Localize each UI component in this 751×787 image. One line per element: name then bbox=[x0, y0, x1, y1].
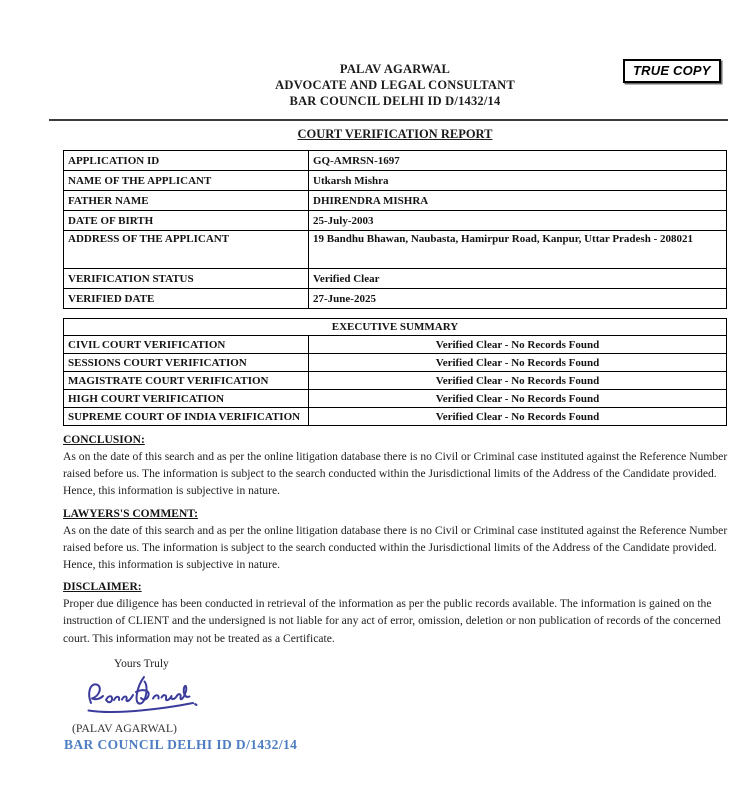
table-row-applicant-name bbox=[64, 171, 727, 191]
row-value: DHIRENDRA MISHRA bbox=[309, 191, 727, 211]
letterhead bbox=[63, 0, 727, 109]
row-label: SESSIONS COURT VERIFICATION bbox=[64, 354, 309, 372]
row-label: ADDRESS OF THE APPLICANT bbox=[64, 231, 309, 269]
summary-header-row bbox=[64, 319, 727, 336]
advocate-bar-id: BAR COUNCIL DELHI ID D/1432/14 bbox=[289, 94, 501, 108]
row-value: Verified Clear - No Records Found bbox=[309, 336, 727, 354]
signer-bar-id: BAR COUNCIL DELHI ID D/1432/14 bbox=[64, 736, 298, 752]
row-label: DATE OF BIRTH bbox=[64, 211, 309, 231]
row-value: Verified Clear - No Records Found bbox=[309, 372, 727, 390]
lawyers-comment-body: As on the date of this search and as per the online litigation database there is no Civil or Criminal case instituted against the Reference Number raised before us. The information is subject to the search conducted within the Jurisdictional limits of the Address of the Candidate provided. Hence, this information is subjective in nature. bbox=[63, 523, 728, 572]
true-copy-stamp bbox=[623, 59, 721, 83]
row-label: VERIFICATION STATUS bbox=[64, 269, 309, 289]
row-value: Verified Clear - No Records Found bbox=[309, 354, 727, 372]
row-value: 25-July-2003 bbox=[309, 211, 727, 231]
row-label: HIGH COURT VERIFICATION bbox=[64, 390, 309, 408]
row-label: NAME OF THE APPLICANT bbox=[64, 171, 309, 191]
row-value: Verified Clear - No Records Found bbox=[309, 390, 727, 408]
closing-salutation: Yours Truly bbox=[114, 657, 169, 670]
table-row-sessions-court bbox=[64, 354, 727, 372]
lawyers-comment-heading: LAWYERS'S COMMENT: bbox=[63, 507, 198, 520]
row-label: VERIFIED DATE bbox=[64, 289, 309, 309]
true-copy-label: TRUE COPY bbox=[633, 63, 711, 78]
summary-title: EXECUTIVE SUMMARY bbox=[64, 319, 727, 336]
header-divider bbox=[49, 119, 728, 121]
advocate-title: ADVOCATE AND LEGAL CONSULTANT bbox=[275, 78, 515, 92]
row-value: Verified Clear bbox=[309, 269, 727, 289]
row-label: CIVIL COURT VERIFICATION bbox=[64, 336, 309, 354]
table-row-supreme-court bbox=[64, 408, 727, 426]
conclusion-body: As on the date of this search and as per the online litigation database there is no Civil or Criminal case instituted against the Reference Number raised before us. The information is subject to the search conducted within the Jurisdictional limits of the Address of the Candidate provided. Hence, this information is subjective in nature. bbox=[63, 450, 728, 498]
signer-name: (PALAV AGARWAL) bbox=[72, 720, 177, 735]
table-row-date-of-birth bbox=[64, 211, 727, 231]
row-label: SUPREME COURT OF INDIA VERIFICATION bbox=[64, 408, 309, 426]
signature-area bbox=[80, 671, 751, 721]
row-value: GQ-AMRSN-1697 bbox=[309, 151, 727, 171]
applicant-table bbox=[63, 150, 727, 309]
row-label: FATHER NAME bbox=[64, 191, 309, 211]
advocate-name: PALAV AGARWAL bbox=[339, 62, 451, 76]
handwritten-signature bbox=[80, 671, 202, 721]
row-value: 19 Bandhu Bhawan, Naubasta, Hamirpur Road, Kanpur, Uttar Pradesh - 208021 bbox=[309, 231, 727, 269]
disclaimer-heading: DISCLAIMER: bbox=[63, 581, 142, 594]
text-sections bbox=[63, 434, 731, 647]
report-title: COURT VERIFICATION REPORT bbox=[297, 127, 493, 141]
table-row-civil-court bbox=[64, 336, 727, 354]
row-value: Utkarsh Mishra bbox=[309, 171, 727, 191]
table-row-magistrate-court bbox=[64, 372, 727, 390]
row-value: Verified Clear - No Records Found bbox=[309, 408, 727, 426]
table-row-application-id bbox=[64, 151, 727, 171]
row-label: APPLICATION ID bbox=[64, 151, 309, 171]
conclusion-heading: CONCLUSION: bbox=[63, 434, 145, 446]
table-row-father-name bbox=[64, 191, 727, 211]
row-label: MAGISTRATE COURT VERIFICATION bbox=[64, 372, 309, 390]
table-row-verified-date bbox=[64, 289, 727, 309]
table-row-high-court bbox=[64, 390, 727, 408]
executive-summary-table bbox=[63, 318, 727, 426]
disclaimer-body: Proper due diligence has been conducted in retrieval of the information as per the public records available. The information is gained on the instruction of CLIENT and the undersigned is not liable for any act of error, omission, deletion or non publication of records of the concerned court. This information may not be treated as a Certificate. bbox=[63, 597, 721, 645]
table-row-verification-status bbox=[64, 269, 727, 289]
row-value: 27-June-2025 bbox=[309, 289, 727, 309]
table-row-address bbox=[64, 231, 727, 269]
